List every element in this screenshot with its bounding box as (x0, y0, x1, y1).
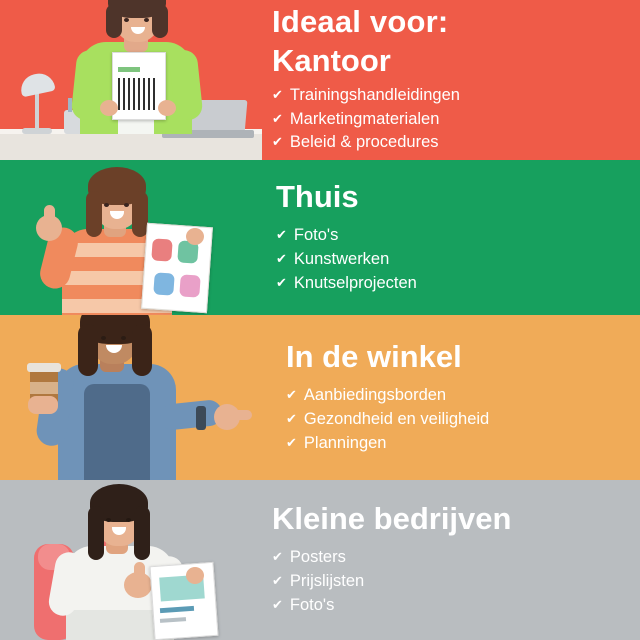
band-thuis-list (276, 224, 628, 296)
check-icon: ✔ (272, 110, 283, 126)
list-item (272, 594, 628, 618)
band-in-de-winkel (0, 315, 640, 480)
check-icon: ✔ (286, 434, 297, 450)
band-thuis-image (0, 160, 262, 315)
band-winkel-list (286, 384, 628, 456)
check-icon: ✔ (276, 274, 287, 290)
list-item-label: Foto's (293, 225, 339, 244)
list-item (272, 570, 628, 594)
list-item-label: Posters (289, 548, 346, 567)
illustration-woman-holding-document (0, 0, 262, 160)
list-item (286, 432, 628, 456)
band-title-in-de-winkel: In de winkel (286, 338, 462, 374)
band-winkel-image (0, 315, 262, 480)
band-kantoor-image (0, 0, 262, 160)
check-icon: ✔ (272, 573, 283, 589)
list-item (276, 224, 628, 248)
list-item (286, 384, 628, 408)
list-item-label: Gezondheid en veiligheid (303, 409, 490, 428)
list-item-label: Prijslijsten (289, 572, 365, 591)
band-bedrijven-image (0, 480, 262, 640)
list-item-label: Marketingmaterialen (289, 109, 440, 128)
band-title-kantoor: Kantoor (272, 43, 391, 79)
band-winkel-text (262, 315, 640, 480)
band-kantoor-text (262, 0, 640, 160)
band-kantoor (0, 0, 640, 160)
list-item (286, 408, 628, 432)
list-item (272, 108, 628, 131)
illustration-girl-holding-artwork (0, 160, 262, 315)
check-icon: ✔ (272, 87, 283, 103)
list-item-label: Foto's (289, 596, 335, 614)
check-icon: ✔ (272, 597, 283, 612)
list-item-label: Beleid & procedures (289, 133, 439, 152)
illustration-woman-with-yoga-mat (0, 480, 262, 640)
illustration-woman-pointing (0, 315, 262, 480)
check-icon: ✔ (286, 410, 297, 426)
band-title-kleine-bedrijven: Kleine bedrijven (272, 501, 512, 537)
band-bedrijven-text (262, 480, 640, 640)
check-icon: ✔ (276, 226, 287, 242)
list-item-label: Trainingshandleidingen (289, 86, 460, 105)
band-thuis-text (262, 160, 640, 315)
list-item (276, 272, 628, 296)
list-item (276, 248, 628, 272)
list-item (272, 546, 628, 570)
list-item-label: Knutselprojecten (293, 273, 417, 292)
list-item-label: Aanbiedingsborden (303, 385, 447, 404)
check-icon: ✔ (272, 134, 283, 150)
band-thuis (0, 160, 640, 315)
list-item-label: Planningen (303, 433, 387, 452)
band-bedrijven-list (272, 546, 628, 618)
check-icon: ✔ (276, 250, 287, 266)
list-item (272, 84, 628, 107)
poster-heading: Ideaal voor: (272, 3, 449, 39)
list-item (272, 131, 628, 154)
band-kantoor-list (272, 84, 628, 154)
check-icon: ✔ (272, 549, 283, 565)
check-icon: ✔ (286, 386, 297, 402)
band-title-thuis: Thuis (276, 178, 359, 214)
band-kleine-bedrijven (0, 480, 640, 640)
list-item-label: Kunstwerken (293, 249, 390, 268)
